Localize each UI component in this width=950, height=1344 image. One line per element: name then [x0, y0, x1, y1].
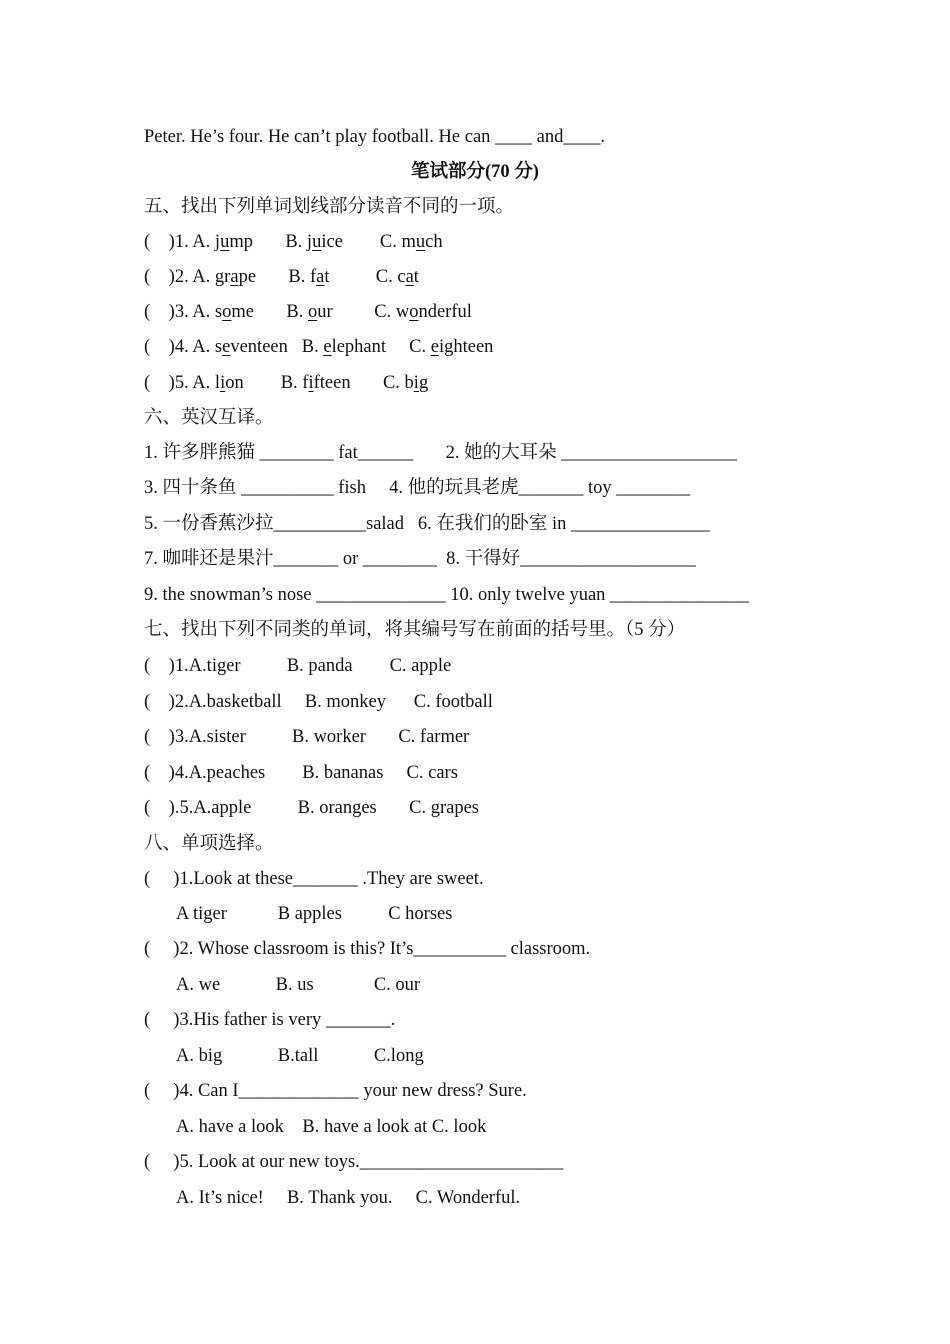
- s6-line-2: 3. 四十条鱼 __________ fish 4. 他的玩具老虎_______ toy ________: [144, 478, 691, 498]
- s6-line-1: 1. 许多胖熊猫 ________ fat______ 2. 她的大耳朵 ___________________: [144, 443, 738, 463]
- s5-question-3: ( )3. A. some B. our C. wonderful: [144, 302, 472, 322]
- section-title: 笔试部分(70 分): [411, 162, 539, 182]
- s8-options-3: A. big B.tall C.long: [176, 1046, 424, 1066]
- s8-options-2: A. we B. us C. our: [176, 975, 421, 995]
- s8-question-3: ( )3.His father is very _______.: [144, 1010, 396, 1030]
- s6-line-3: 5. 一份香蕉沙拉__________salad 6. 在我们的卧室 in _______________: [144, 514, 710, 534]
- s8-options-5: A. It’s nice! B. Thank you. C. Wonderful.: [176, 1188, 521, 1208]
- s7-line-3: ( )3.A.sister B. worker C. farmer: [144, 727, 470, 747]
- s7-line-2: ( )2.A.basketball B. monkey C. football: [144, 692, 493, 712]
- s8-question-5: ( )5. Look at our new toys.______________________: [144, 1152, 564, 1172]
- section-8-heading: 八、单项选择。: [144, 834, 274, 854]
- s7-line-5: ( ).5.A.apple B. oranges C. grapes: [144, 798, 479, 818]
- s6-line-4: 7. 咖啡还是果汁_______ or ________ 8. 干得好___________________: [144, 549, 696, 569]
- section-5-heading: 五、找出下列单词划线部分读音不同的一项。: [144, 197, 515, 217]
- s8-options-4: A. have a look B. have a look at C. look: [176, 1117, 487, 1137]
- intro-line: Peter. He’s four. He can’t play football. He can ____ and____.: [144, 127, 606, 147]
- s6-line-5: 9. the snowman’s nose ______________ 10. only twelve yuan _______________: [144, 585, 749, 605]
- section-7-heading: 七、找出下列不同类的单词，将其编号写在前面的括号里。（5 分）: [144, 620, 686, 640]
- s7-line-1: ( )1.A.tiger B. panda C. apple: [144, 656, 452, 676]
- section-6-heading: 六、英汉互译。: [144, 408, 274, 428]
- s8-question-1: ( )1.Look at these_______ .They are sweet.: [144, 869, 484, 889]
- s5-question-2: ( )2. A. grape B. fat C. cat: [144, 267, 419, 287]
- s5-question-1: ( )1. A. jump B. juice C. much: [144, 232, 443, 252]
- s8-options-1: A tiger B apples C horses: [176, 904, 453, 924]
- s8-question-4: ( )4. Can I_____________ your new dress? Sure.: [144, 1081, 527, 1101]
- s5-question-4: ( )4. A. seventeen B. elephant C. eighteen: [144, 337, 494, 357]
- s7-line-4: ( )4.A.peaches B. bananas C. cars: [144, 763, 458, 783]
- s8-question-2: ( )2. Whose classroom is this? It’s__________ classroom.: [144, 939, 591, 959]
- s5-question-5: ( )5. A. lion B. fifteen C. big: [144, 373, 429, 393]
